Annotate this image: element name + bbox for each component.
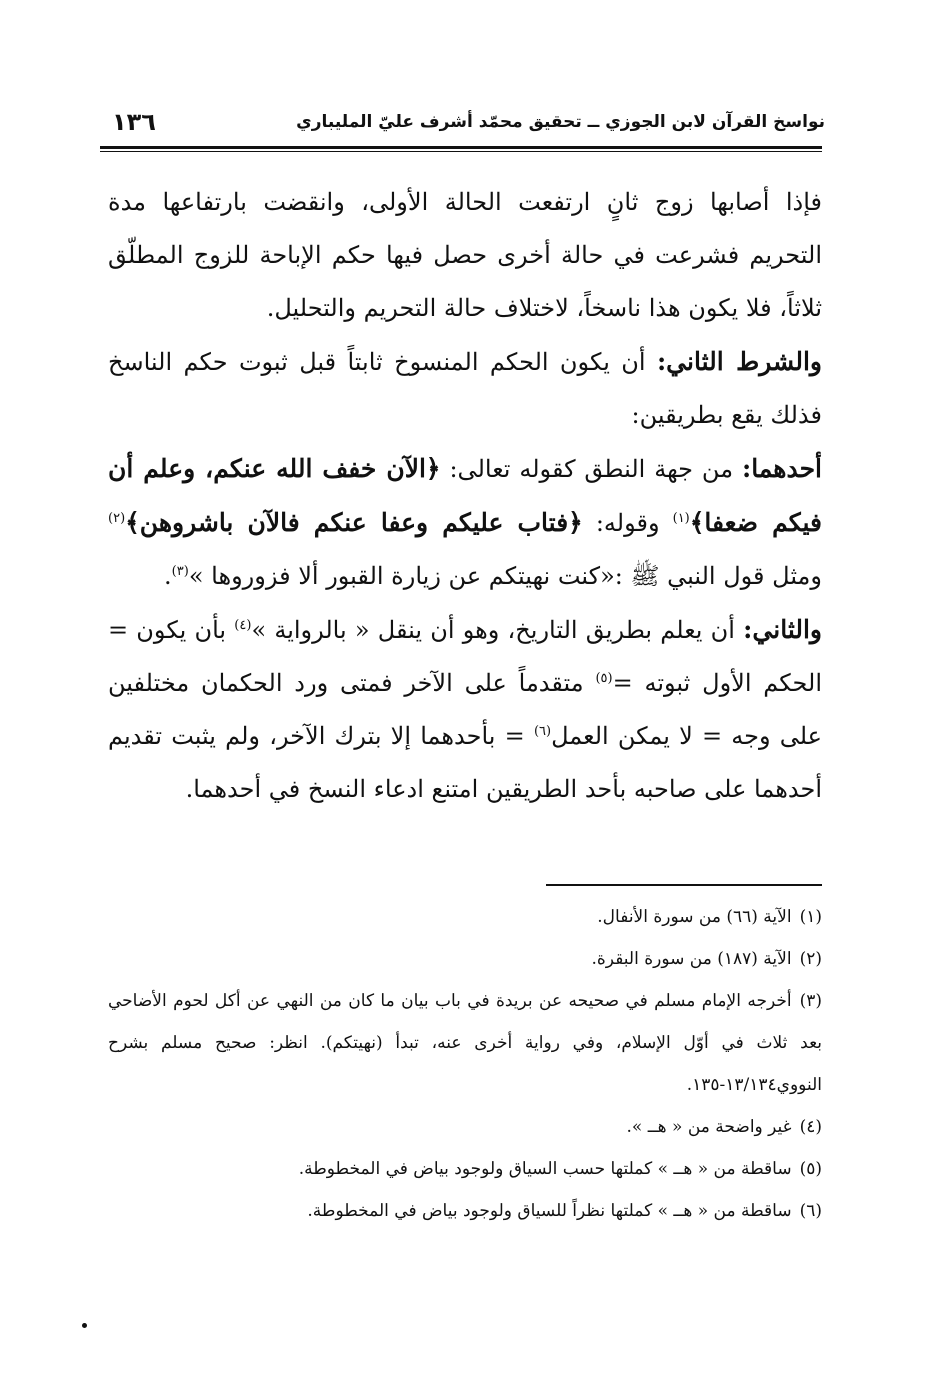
paragraph-3 xyxy=(108,442,822,603)
footnotes xyxy=(108,896,822,1232)
paragraph-2-text: أن يكون الحكم المنسوخ ثابتاً قبل ثبوت حكم الناسخ فذلك يقع بطريقين: xyxy=(108,348,822,429)
footnote-number: (١) xyxy=(799,907,822,927)
scan-dot-mark xyxy=(82,1323,87,1328)
paragraph-1: فإذا أصابها زوج ثانٍ ارتفعت الحالة الأولى، وانقضت بارتفاعها مدة التحريم فشرعت في حالة أخرى حصل فيها حكم الإباحة للزوج المطلّق ثلاثاً، فلا يكون هذا ناسخاً، لاختلاف حالة التحريم والتحليل. xyxy=(108,188,822,322)
footnote-text: الآية (١٨٧) من سورة البقرة. xyxy=(591,949,792,969)
quran-verse-2: ﴿فتاب عليكم وعفا عنكم فالآن باشروهن﴾ xyxy=(125,508,583,537)
footnote-ref-5[interactable]: (٥) xyxy=(595,671,613,686)
paragraph-4-text-1: أن يعلم بطريق التاريخ، وهو أن ينقل « بالرواية » xyxy=(251,616,744,644)
footnote-4 xyxy=(108,1106,822,1148)
page-number: ١٣٦ xyxy=(112,108,156,136)
paragraph-3-text-1: من جهة النطق كقوله تعالى: xyxy=(440,455,742,483)
paragraph-3-end: . xyxy=(164,562,172,590)
footnote-text: الآية (٦٦) من سورة الأنفال. xyxy=(597,907,792,927)
paragraph-4-text-4: = بأحدهما إلا بترك الآخر، ولم يثبت تقديم أحدهما على صاحبه بأحد الطريقين امتنع ادعاء النسخ في أحدهما. xyxy=(108,722,822,803)
quran-verse-1: ﴿الآن خفف الله عنكم، وعلم أن فيكم ضعفا﴾ xyxy=(108,454,823,537)
paragraph-4-lead: والثاني: xyxy=(743,615,822,644)
running-header xyxy=(108,108,825,144)
paragraph-2 xyxy=(108,335,822,442)
header-rule-thin xyxy=(100,151,822,152)
footnote-ref-1[interactable]: (١) xyxy=(672,511,690,526)
footnote-5 xyxy=(108,1148,822,1190)
footnote-number: (٤) xyxy=(799,1117,822,1137)
footnote-6 xyxy=(108,1190,822,1232)
paragraph-3-lead: أحدهما: xyxy=(741,454,822,483)
footnote-ref-4[interactable]: (٤) xyxy=(234,618,252,633)
footnote-number: (٣) xyxy=(799,991,822,1011)
paragraph-3-text-2: وقوله: xyxy=(582,509,673,537)
footnote-number: (٦) xyxy=(799,1201,822,1221)
paragraph-4-text-2: بأن يكون = الحكم الأول ثبوته = xyxy=(108,616,823,697)
footnote-ref-3[interactable]: (٣) xyxy=(171,564,189,579)
header-title: نواسخ القرآن لابن الجوزي ــ تحقيق محمّد أشرف عليّ المليباري xyxy=(296,112,825,132)
footnote-3 xyxy=(108,980,822,1106)
paragraph-4 xyxy=(108,603,822,816)
header-rule-thick xyxy=(100,146,822,149)
footnote-ref-6[interactable]: (٦) xyxy=(533,724,552,739)
footnote-number: (٥) xyxy=(799,1159,822,1179)
footnote-text: ساقطة من « هــ » كملتها حسب السياق ولوجود بياض في المخطوطة. xyxy=(298,1159,792,1179)
footnote-text: ساقطة من « هــ » كملتها نظراً للسياق ولوجود بياض في المخطوطة. xyxy=(307,1201,792,1221)
main-text xyxy=(108,176,822,816)
footnote-1 xyxy=(108,896,822,938)
footnote-ref-2[interactable]: (٢) xyxy=(108,511,126,526)
paragraph-4-text-3: متقدماً على الآخر فمتى ورد الحكمان مختلفين على وجه = لا يمكن العمل xyxy=(108,669,822,750)
footnote-text: أخرجه الإمام مسلم في صحيحه عن بريدة في باب بيان ما كان من النهي عن أكل لحوم الأضاحي بعد ثلاث في أوّل الإسلام، وفي رواية أخرى عنه، تبدأ (نهيتكم). انظر: صحيح مسلم بشرح النووي١٣/١٣٤-١٣٥. xyxy=(108,991,822,1095)
footnote-separator xyxy=(546,884,822,886)
paragraph-3-text-3: ومثل قول النبي ﷺ :«كنت نهيتكم عن زيارة القبور ألا فزوروها » xyxy=(188,562,822,590)
footnote-text: غير واضحة من « هــ ». xyxy=(626,1117,792,1137)
paragraph-2-lead: والشرط الثاني: xyxy=(656,347,822,376)
footnote-number: (٢) xyxy=(799,949,822,969)
footnote-2 xyxy=(108,938,822,980)
